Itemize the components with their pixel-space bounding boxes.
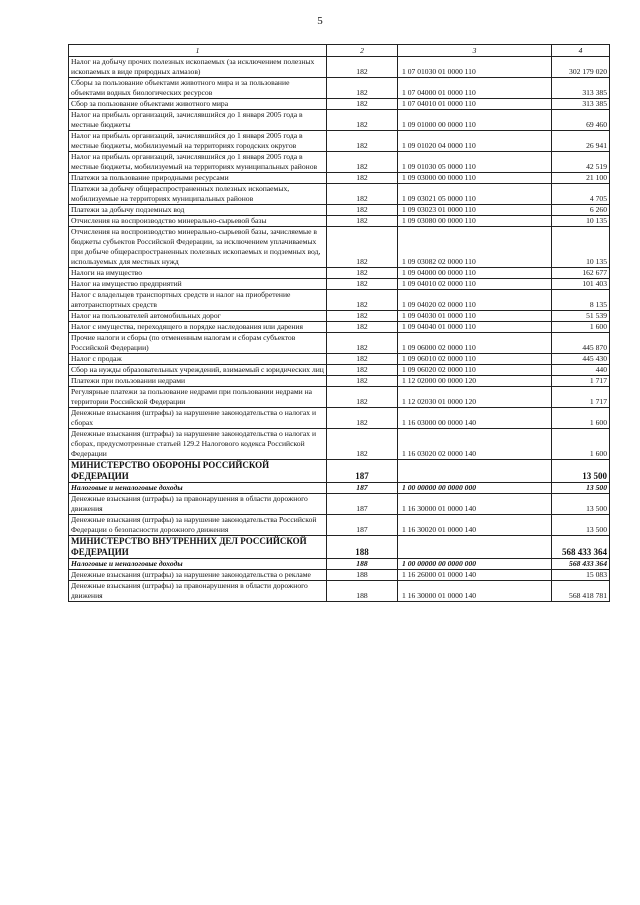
amount-cell: 15 083	[552, 570, 610, 581]
budget-code-cell: 1 16 03000 00 0000 140	[398, 408, 552, 429]
budget-code-cell: 1 09 01000 00 0000 110	[398, 110, 552, 131]
admin-code-cell: 187	[327, 515, 398, 536]
revenue-name-cell: Денежные взыскания (штрафы) за нарушение законодательства о налогах и сборах, предусмотренные статьей 129.2 Налогового кодекса Российской Федерации	[69, 429, 327, 460]
table-row	[69, 216, 610, 227]
budget-code-cell	[398, 536, 552, 559]
admin-code-cell: 188	[327, 559, 398, 570]
revenue-name-cell: МИНИСТЕРСТВО ОБОРОНЫ РОССИЙСКОЙ ФЕДЕРАЦИИ	[69, 460, 327, 483]
admin-code-cell: 182	[327, 184, 398, 205]
revenue-name-cell: Платежи за добычу общераспространенных полезных ископаемых, мобилизуемые на территориях муниципальных районов	[69, 184, 327, 205]
budget-code-cell: 1 09 06020 02 0000 110	[398, 365, 552, 376]
amount-cell: 51 539	[552, 311, 610, 322]
revenue-name-cell: Налог на имущество предприятий	[69, 279, 327, 290]
admin-code-cell: 182	[327, 290, 398, 311]
table-row	[69, 581, 610, 602]
budget-code-cell: 1 07 04010 01 0000 110	[398, 99, 552, 110]
admin-code-cell: 182	[327, 110, 398, 131]
amount-cell: 26 941	[552, 131, 610, 152]
table-row	[69, 387, 610, 408]
table-row	[69, 494, 610, 515]
table-row	[69, 290, 610, 311]
admin-code-cell: 182	[327, 387, 398, 408]
revenue-name-cell: Платежи за пользование природными ресурсами	[69, 173, 327, 184]
table-row	[69, 268, 610, 279]
admin-code-cell: 188	[327, 536, 398, 559]
page-number: 5	[317, 15, 323, 27]
budget-code-cell: 1 09 03021 05 0000 110	[398, 184, 552, 205]
budget-code-cell: 1 09 04040 01 0000 110	[398, 322, 552, 333]
table-row	[69, 570, 610, 581]
admin-code-cell: 182	[327, 311, 398, 322]
admin-code-cell: 188	[327, 581, 398, 602]
amount-cell: 13 500	[552, 494, 610, 515]
amount-cell: 8 135	[552, 290, 610, 311]
budget-table	[68, 44, 610, 602]
revenue-name-cell: Налоговые и неналоговые доходы	[69, 559, 327, 570]
admin-code-cell: 182	[327, 376, 398, 387]
revenue-name-cell: Налог на добычу прочих полезных ископаемых (за исключением полезных ископаемых в виде природных алмазов)	[69, 57, 327, 78]
table-row	[69, 376, 610, 387]
amount-cell: 313 385	[552, 78, 610, 99]
budget-code-cell: 1 16 03020 02 0000 140	[398, 429, 552, 460]
revenue-name-cell: Прочие налоги и сборы (по отмененным налогам и сборам субъектов Российской Федерации)	[69, 333, 327, 354]
table-row	[69, 78, 610, 99]
amount-cell: 69 460	[552, 110, 610, 131]
table-row	[69, 57, 610, 78]
table-row	[69, 322, 610, 333]
revenue-name-cell: Регулярные платежи за пользование недрами при пользовании недрами на территории Российской Федерации	[69, 387, 327, 408]
header-col-4: 4	[552, 45, 610, 57]
admin-code-cell: 182	[327, 173, 398, 184]
budget-code-cell: 1 09 04000 00 0000 110	[398, 268, 552, 279]
amount-cell: 4 705	[552, 184, 610, 205]
table-row	[69, 515, 610, 536]
amount-cell: 10 135	[552, 216, 610, 227]
revenue-name-cell: Сбор за пользование объектами животного мира	[69, 99, 327, 110]
table-row	[69, 365, 610, 376]
budget-code-cell: 1 12 02030 01 0000 120	[398, 387, 552, 408]
amount-cell: 568 433 364	[552, 559, 610, 570]
revenue-name-cell: Налог с владельцев транспортных средств и налог на приобретение автотранспортных средств	[69, 290, 327, 311]
amount-cell: 568 418 781	[552, 581, 610, 602]
amount-cell: 1 717	[552, 376, 610, 387]
amount-cell: 445 870	[552, 333, 610, 354]
budget-code-cell: 1 09 03080 00 0000 110	[398, 216, 552, 227]
budget-code-cell: 1 16 30000 01 0000 140	[398, 494, 552, 515]
budget-code-cell: 1 16 30020 01 0000 140	[398, 515, 552, 536]
table-row	[69, 205, 610, 216]
revenue-name-cell: Платежи при пользовании недрами	[69, 376, 327, 387]
budget-code-cell: 1 16 30000 01 0000 140	[398, 581, 552, 602]
revenue-name-cell: Денежные взыскания (штрафы) за нарушение законодательства о рекламе	[69, 570, 327, 581]
admin-code-cell: 188	[327, 570, 398, 581]
table-row	[69, 131, 610, 152]
admin-code-cell: 182	[327, 57, 398, 78]
amount-cell: 445 430	[552, 354, 610, 365]
revenue-name-cell: Налоговые и неналоговые доходы	[69, 483, 327, 494]
admin-code-cell: 182	[327, 131, 398, 152]
admin-code-cell: 182	[327, 322, 398, 333]
admin-code-cell: 182	[327, 78, 398, 99]
budget-code-cell: 1 09 04010 02 0000 110	[398, 279, 552, 290]
revenue-name-cell: Отчисления на воспроизводство минерально-сырьевой базы, зачисляемые в бюджеты субъектов Российской Федерации, за исключением уплачиваемых при добыче общераспространенных полезных ископаемых и подземных вод, используемых для местных нужд	[69, 227, 327, 268]
admin-code-cell: 182	[327, 268, 398, 279]
amount-cell: 1 600	[552, 408, 610, 429]
section-row	[69, 460, 610, 483]
budget-code-cell: 1 07 04000 01 0000 110	[398, 78, 552, 99]
amount-cell: 13 500	[552, 515, 610, 536]
table-row	[69, 354, 610, 365]
amount-cell: 101 403	[552, 279, 610, 290]
header-col-3: 3	[398, 45, 552, 57]
admin-code-cell: 182	[327, 408, 398, 429]
budget-code-cell: 1 09 01020 04 0000 110	[398, 131, 552, 152]
amount-cell: 13 500	[552, 483, 610, 494]
table-row	[69, 333, 610, 354]
budget-code-cell	[398, 460, 552, 483]
revenue-name-cell: Налог с имущества, переходящего в порядке наследования или дарения	[69, 322, 327, 333]
budget-code-cell: 1 12 02000 00 0000 120	[398, 376, 552, 387]
budget-code-cell: 1 09 06000 02 0000 110	[398, 333, 552, 354]
revenue-name-cell: Налог на прибыль организаций, зачислявшийся до 1 января 2005 года в местные бюджеты, мобилизуемый на территориях городских округов	[69, 131, 327, 152]
revenue-name-cell: Налог на пользователей автомобильных дорог	[69, 311, 327, 322]
revenue-name-cell: Сборы за пользование объектами животного мира и за пользование объектами водных биологических ресурсов	[69, 78, 327, 99]
table-row	[69, 429, 610, 460]
table-row	[69, 99, 610, 110]
revenue-name-cell: Денежные взыскания (штрафы) за нарушение законодательства Российской Федерации о безопасности дорожного движения	[69, 515, 327, 536]
budget-code-cell: 1 00 00000 00 0000 000	[398, 559, 552, 570]
admin-code-cell: 182	[327, 354, 398, 365]
header-col-1: 1	[69, 45, 327, 57]
admin-code-cell: 182	[327, 205, 398, 216]
budget-code-cell: 1 09 06010 02 0000 110	[398, 354, 552, 365]
admin-code-cell: 182	[327, 279, 398, 290]
budget-code-cell: 1 09 04020 02 0000 110	[398, 290, 552, 311]
revenue-name-cell: Налог на прибыль организаций, зачислявшийся до 1 января 2005 года в местные бюджеты, мобилизуемый на территориях муниципальных районов	[69, 152, 327, 173]
admin-code-cell: 187	[327, 460, 398, 483]
revenue-name-cell: Платежи за добычу подземных вод	[69, 205, 327, 216]
amount-cell: 1 600	[552, 322, 610, 333]
section-row	[69, 536, 610, 559]
revenue-name-cell: Налоги на имущество	[69, 268, 327, 279]
admin-code-cell: 182	[327, 227, 398, 268]
table-row	[69, 152, 610, 173]
table-row	[69, 559, 610, 570]
revenue-name-cell: Сбор на нужды образовательных учреждений, взимаемый с юридических лиц	[69, 365, 327, 376]
table-row	[69, 311, 610, 322]
budget-code-cell: 1 16 26000 01 0000 140	[398, 570, 552, 581]
amount-cell: 13 500	[552, 460, 610, 483]
header-col-2: 2	[327, 45, 398, 57]
admin-code-cell: 182	[327, 152, 398, 173]
amount-cell: 313 385	[552, 99, 610, 110]
table-row	[69, 408, 610, 429]
amount-cell: 1 600	[552, 429, 610, 460]
amount-cell: 1 717	[552, 387, 610, 408]
admin-code-cell: 182	[327, 99, 398, 110]
amount-cell: 21 100	[552, 173, 610, 184]
table-header-row	[69, 45, 610, 57]
budget-code-cell: 1 09 03082 02 0000 110	[398, 227, 552, 268]
admin-code-cell: 182	[327, 333, 398, 354]
table-row	[69, 279, 610, 290]
amount-cell: 10 135	[552, 227, 610, 268]
admin-code-cell: 182	[327, 365, 398, 376]
table-row	[69, 110, 610, 131]
revenue-name-cell: Отчисления на воспроизводство минерально-сырьевой базы	[69, 216, 327, 227]
revenue-name-cell: Налог с продаж	[69, 354, 327, 365]
amount-cell: 42 519	[552, 152, 610, 173]
budget-code-cell: 1 09 04030 01 0000 110	[398, 311, 552, 322]
budget-code-cell: 1 09 01030 05 0000 110	[398, 152, 552, 173]
admin-code-cell: 187	[327, 494, 398, 515]
table-row	[69, 184, 610, 205]
table-row	[69, 173, 610, 184]
budget-code-cell: 1 00 00000 00 0000 000	[398, 483, 552, 494]
admin-code-cell: 182	[327, 216, 398, 227]
budget-code-cell: 1 09 03023 01 0000 110	[398, 205, 552, 216]
amount-cell: 440	[552, 365, 610, 376]
revenue-name-cell: Денежные взыскания (штрафы) за правонарушения в области дорожного движения	[69, 581, 327, 602]
admin-code-cell: 187	[327, 483, 398, 494]
amount-cell: 302 179 020	[552, 57, 610, 78]
table-row	[69, 227, 610, 268]
budget-code-cell: 1 07 01030 01 0000 110	[398, 57, 552, 78]
revenue-name-cell: Денежные взыскания (штрафы) за правонарушения в области дорожного движения	[69, 494, 327, 515]
revenue-name-cell: Налог на прибыль организаций, зачислявшийся до 1 января 2005 года в местные бюджеты	[69, 110, 327, 131]
amount-cell: 162 677	[552, 268, 610, 279]
admin-code-cell: 182	[327, 429, 398, 460]
table-row	[69, 483, 610, 494]
amount-cell: 6 260	[552, 205, 610, 216]
revenue-name-cell: Денежные взыскания (штрафы) за нарушение законодательства о налогах и сборах	[69, 408, 327, 429]
amount-cell: 568 433 364	[552, 536, 610, 559]
budget-code-cell: 1 09 03000 00 0000 110	[398, 173, 552, 184]
revenue-name-cell: МИНИСТЕРСТВО ВНУТРЕННИХ ДЕЛ РОССИЙСКОЙ ФЕДЕРАЦИИ	[69, 536, 327, 559]
